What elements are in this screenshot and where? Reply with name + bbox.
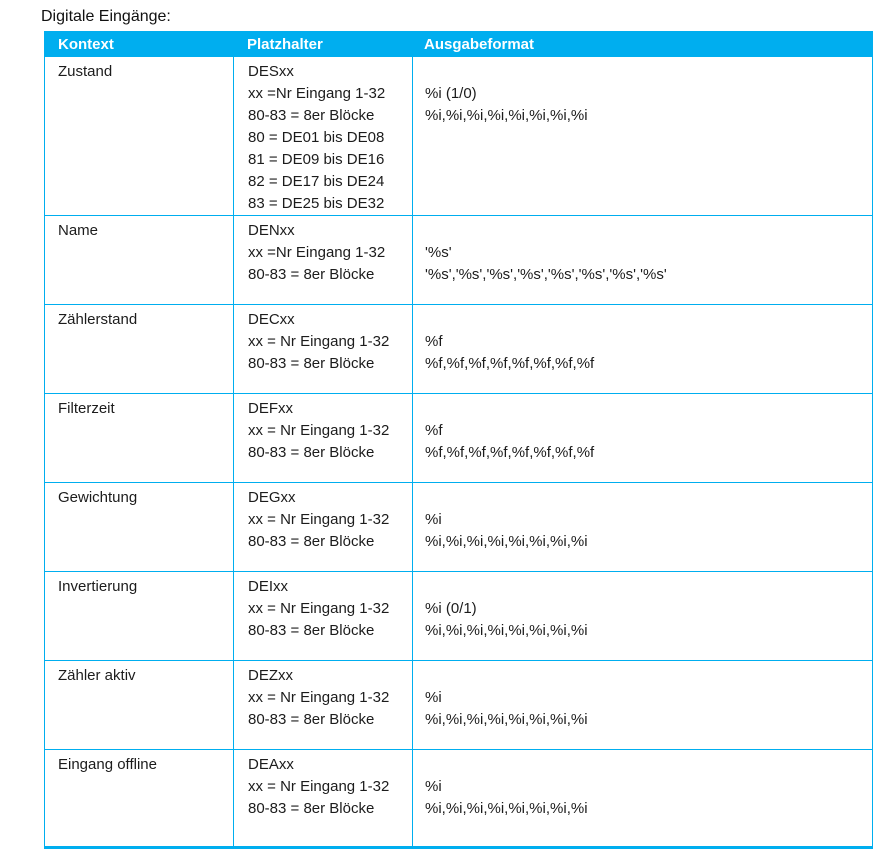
cell-kontext (45, 661, 233, 749)
ausgabeformat-line: %i (425, 778, 442, 795)
platzhalter-line: 80-83 = 8er Blöcke (248, 622, 375, 639)
cell-ausgabeformat (412, 57, 872, 215)
ausgabeformat-line (425, 398, 872, 420)
platzhalter-line: 80-83 = 8er Blöcke (248, 355, 375, 372)
platzhalter-line: 80-83 = 8er Blöcke (248, 266, 375, 283)
ausgabeformat-line: %i,%i,%i,%i,%i,%i,%i,%i (425, 711, 588, 728)
kontext-label: Filterzeit (58, 400, 115, 417)
ausgabeformat-line: %i (425, 689, 442, 706)
cell-kontext (45, 394, 233, 482)
ausgabeformat-line (425, 665, 872, 687)
platzhalter-line: xx =Nr Eingang 1-32 (248, 244, 386, 261)
platzhalter-line: DEFxx (248, 400, 293, 417)
table-row (45, 215, 872, 304)
cell-platzhalter (233, 305, 412, 393)
platzhalter-line: DEAxx (248, 756, 294, 773)
platzhalter-line: 80-83 = 8er Blöcke (248, 800, 375, 817)
kontext-label: Name (58, 222, 99, 239)
platzhalter-line: xx = Nr Eingang 1-32 (248, 511, 390, 528)
page-title: Digitale Eingänge: (41, 8, 171, 25)
cell-ausgabeformat (412, 750, 872, 846)
platzhalter-line: 83 = DE25 bis DE32 (248, 195, 385, 212)
cell-platzhalter (233, 394, 412, 482)
kontext-label: Gewichtung (58, 489, 138, 506)
kontext-label: Zustand (58, 63, 113, 80)
kontext-label: Zähler aktiv (58, 667, 136, 684)
platzhalter-line: DEZxx (248, 667, 293, 684)
platzhalter-line: 81 = DE09 bis DE16 (248, 151, 385, 168)
ausgabeformat-line (425, 309, 872, 331)
ausgabeformat-line: %i (425, 511, 442, 528)
ausgabeformat-line: %i,%i,%i,%i,%i,%i,%i,%i (425, 107, 588, 124)
cell-platzhalter (233, 750, 412, 846)
cell-kontext (45, 483, 233, 571)
ausgabeformat-line: '%s','%s','%s','%s','%s','%s','%s','%s' (425, 266, 667, 283)
table-row (45, 749, 872, 846)
ausgabeformat-line: %i,%i,%i,%i,%i,%i,%i,%i (425, 622, 588, 639)
cell-platzhalter (233, 483, 412, 571)
cell-platzhalter (233, 661, 412, 749)
cell-kontext (45, 57, 233, 215)
ausgabeformat-line: %i (1/0) (425, 85, 477, 102)
platzhalter-line: 80-83 = 8er Blöcke (248, 533, 375, 550)
platzhalter-line: DECxx (248, 311, 295, 328)
cell-ausgabeformat (412, 661, 872, 749)
platzhalter-line: DENxx (248, 222, 295, 239)
platzhalter-line: xx = Nr Eingang 1-32 (248, 778, 390, 795)
cell-ausgabeformat (412, 394, 872, 482)
cell-kontext (45, 216, 233, 304)
ausgabeformat-line: %f (425, 422, 443, 439)
ausgabeformat-line (425, 576, 872, 598)
platzhalter-line: xx = Nr Eingang 1-32 (248, 600, 390, 617)
cell-platzhalter (233, 216, 412, 304)
ausgabeformat-line: %i,%i,%i,%i,%i,%i,%i,%i (425, 800, 588, 817)
platzhalter-line: 80 = DE01 bis DE08 (248, 129, 385, 146)
ausgabeformat-line (425, 754, 872, 776)
cell-ausgabeformat (412, 483, 872, 571)
cell-ausgabeformat (412, 216, 872, 304)
platzhalter-line: 80-83 = 8er Blöcke (248, 444, 375, 461)
kontext-label: Eingang offline (58, 756, 157, 773)
cell-kontext (45, 305, 233, 393)
platzhalter-line: 82 = DE17 bis DE24 (248, 173, 385, 190)
ausgabeformat-line: %i (0/1) (425, 600, 477, 617)
cell-ausgabeformat (412, 305, 872, 393)
cell-ausgabeformat (412, 572, 872, 660)
cell-platzhalter (233, 57, 412, 215)
table-row (45, 571, 872, 660)
platzhalter-line: xx = Nr Eingang 1-32 (248, 333, 390, 350)
cell-platzhalter (233, 572, 412, 660)
table-body (45, 57, 872, 846)
platzhalter-line: xx = Nr Eingang 1-32 (248, 689, 390, 706)
platzhalter-line: 80-83 = 8er Blöcke (248, 711, 375, 728)
table-row (45, 393, 872, 482)
platzhalter-line: 80-83 = 8er Blöcke (248, 107, 375, 124)
ausgabeformat-line: %f,%f,%f,%f,%f,%f,%f,%f (425, 355, 595, 372)
header-kontext: Kontext (58, 36, 114, 53)
ausgabeformat-line: '%s' (425, 244, 452, 261)
ausgabeformat-line: %f,%f,%f,%f,%f,%f,%f,%f (425, 444, 595, 461)
ausgabeformat-line (425, 487, 872, 509)
table-row (45, 57, 872, 215)
ausgabeformat-line: %i,%i,%i,%i,%i,%i,%i,%i (425, 533, 588, 550)
header-platzhalter: Platzhalter (247, 36, 323, 53)
header-ausgabeformat: Ausgabeformat (424, 36, 535, 53)
platzhalter-line: DEGxx (248, 489, 296, 506)
digital-inputs-table (44, 31, 873, 849)
ausgabeformat-line: %f (425, 333, 443, 350)
cell-kontext (45, 572, 233, 660)
table-row (45, 660, 872, 749)
kontext-label: Invertierung (58, 578, 138, 595)
platzhalter-line: DESxx (248, 63, 294, 80)
platzhalter-line: xx = Nr Eingang 1-32 (248, 422, 390, 439)
ausgabeformat-line (425, 61, 872, 83)
ausgabeformat-line (425, 220, 872, 242)
platzhalter-line: DEIxx (248, 578, 289, 595)
platzhalter-line: xx =Nr Eingang 1-32 (248, 85, 386, 102)
cell-kontext (45, 750, 233, 846)
table-row (45, 482, 872, 571)
table-row (45, 304, 872, 393)
table-header-row (45, 32, 872, 57)
kontext-label: Zählerstand (58, 311, 138, 328)
